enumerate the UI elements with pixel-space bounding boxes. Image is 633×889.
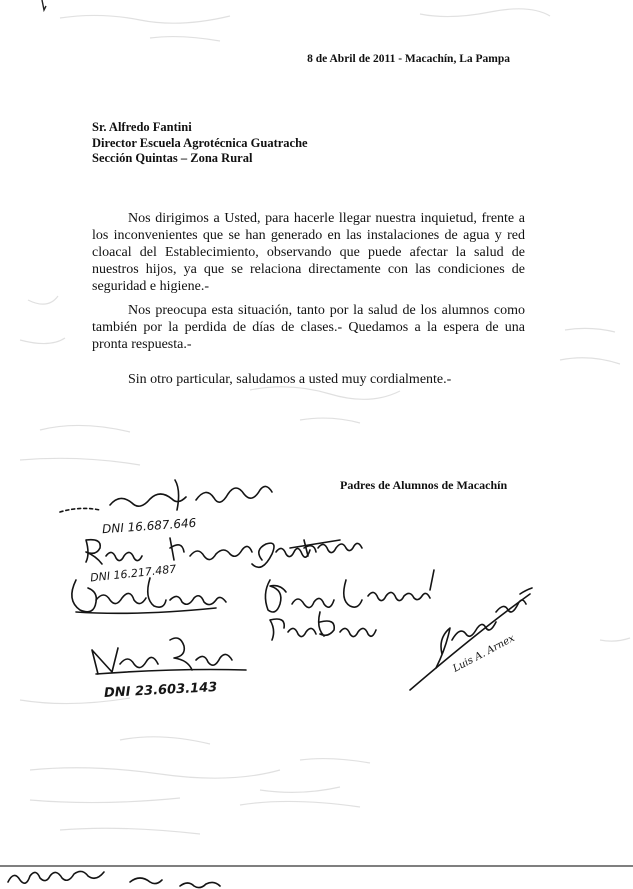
handwritten-dni-1: DNI 16.687.646 xyxy=(101,515,197,537)
bottom-edge-scrawl xyxy=(0,862,633,889)
signature-1 xyxy=(60,480,272,512)
recipient-title: Director Escuela Agrotécnica Guatrache xyxy=(92,135,308,150)
signature-7 xyxy=(270,612,376,640)
recipient-section: Sección Quintas – Zona Rural xyxy=(92,151,253,165)
body-paragraph-2: Nos preocupa esta situación, tanto por la salud de los alumnos como también por la perdida de días de clases.- Quedamos a la espera de una pronta respuesta.- xyxy=(92,303,525,352)
signature-6 xyxy=(265,570,434,612)
signature-2 xyxy=(86,538,252,564)
sender-line: Padres de Alumnos de Macachín xyxy=(340,478,508,492)
closing-line: Sin otro particular, saludamos a usted muy cordialmente.- xyxy=(128,372,452,387)
signature-5 xyxy=(252,540,362,567)
handwritten-dni-2: DNI 16.217.487 xyxy=(89,562,177,585)
signature-8-initials: Luis A. Arnex xyxy=(451,632,517,675)
body-paragraph-1: Nos dirigimos a Usted, para hacerle llegar nuestra inquietud, frente a los inconvenientes que se han generado en las instalaciones de agua y red cloacal del Establecimiento, observando que puede afectar la salud de nuestros hijos, ya que se relaciona directamente con las condiciones de seguridad e higiene.- xyxy=(92,211,525,294)
date-line: 8 de Abril de 2011 - Macachín, La Pampa xyxy=(307,53,510,65)
recipient-name: Sr. Alfredo Fantini xyxy=(92,120,192,134)
handwritten-dni-3: DNI 23.603.143 xyxy=(103,680,218,701)
signature-4 xyxy=(92,638,246,674)
